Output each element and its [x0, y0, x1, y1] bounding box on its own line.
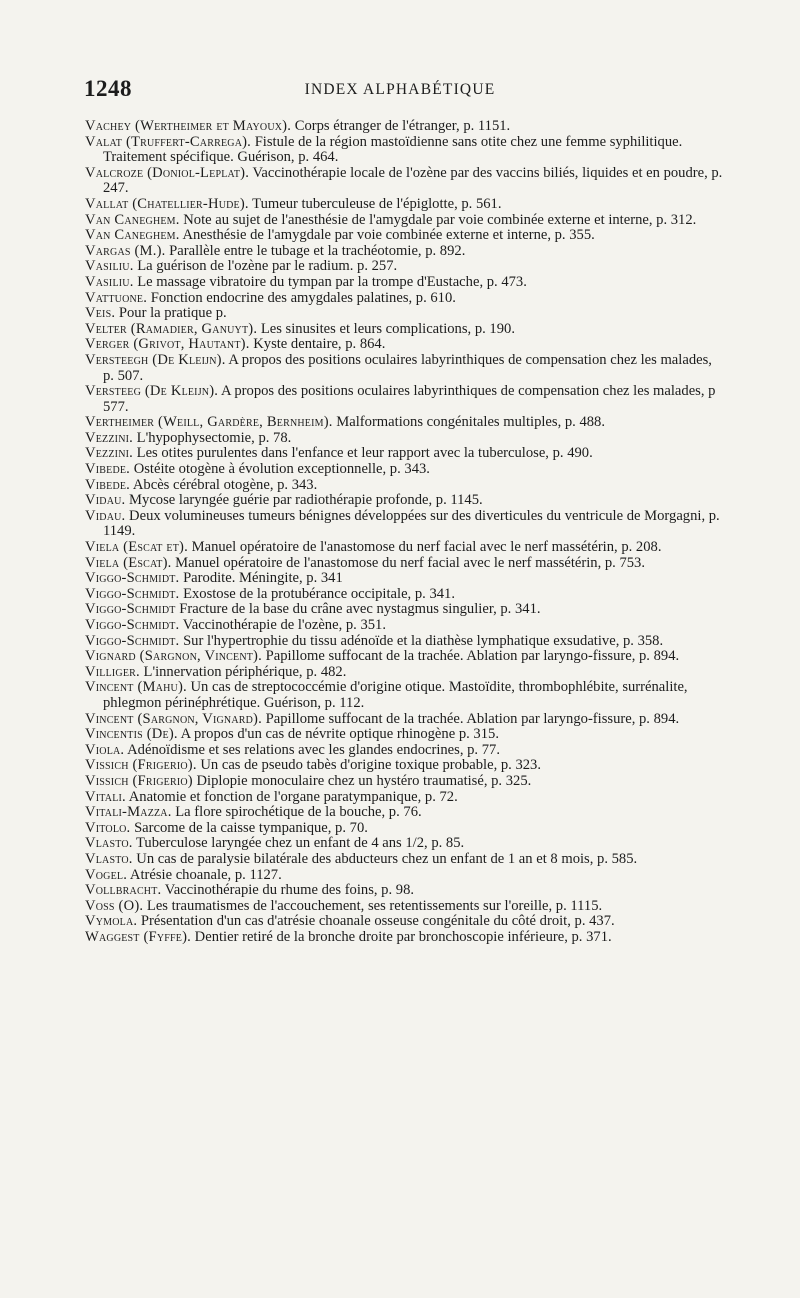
- entry-author: Valat (Truffert-Carrega).: [85, 133, 252, 150]
- entry-author: Vissich (Frigerio): [85, 772, 193, 789]
- index-entry: [85, 556, 725, 572]
- entry-text: Sur l'hypertrophie du tissu adénoïde et la diathèse lymphatique exsudative, p. 358.: [183, 632, 664, 649]
- entry-author: Van Caneghem.: [85, 211, 180, 228]
- index-entry: [85, 166, 725, 197]
- entry-author: Vitolo.: [85, 819, 131, 836]
- entry-text: Un cas de streptococcémie d'origine otique. Mastoïdite, thrombophlébite, surrénalite, phlegmon périnéphrétique. Guérison, p. 112.: [103, 679, 688, 711]
- entry-text: Kyste dentaire, p. 864.: [253, 336, 386, 353]
- index-entry: [85, 244, 725, 260]
- index-entry: [85, 462, 725, 478]
- index-entry: [85, 587, 725, 603]
- entry-author: Viggo-Schmidt.: [85, 570, 180, 587]
- entry-author: Vollbracht.: [85, 882, 162, 899]
- entry-text: Note au sujet de l'anesthésie de l'amygdale par voie combinée externe et interne, p. 312.: [183, 211, 697, 228]
- index-entry: [85, 275, 725, 291]
- index-entry: [85, 680, 725, 711]
- entry-text: Anesthésie de l'amygdale par voie combinée externe et interne, p. 355.: [182, 227, 595, 244]
- entry-text: Vaccinothérapie locale de l'ozène par des vaccins biliés, liquides et en poudre, p. 247.: [103, 164, 723, 197]
- entry-author: Vincent (Mahu).: [85, 679, 187, 696]
- entry-text: Papillome suffocant de la trachée. Ablation par laryngo-fissure, p. 894.: [265, 710, 680, 727]
- entry-author: Vignard (Sargnon, Vincent).: [85, 648, 262, 665]
- index-entry: [85, 649, 725, 665]
- entry-author: Viela (Escat).: [85, 554, 172, 571]
- entry-text: A propos des positions oculaires labyrinthiques de compensation chez les malades, p 577.: [103, 383, 716, 415]
- entry-text: Fracture de la base du crâne avec nystagmus singulier, p. 341.: [179, 601, 541, 618]
- entry-text: Ostéite otogène à évolution exceptionnelle, p. 343.: [133, 461, 430, 478]
- entry-text: A propos d'un cas de névrite optique rhinogène p. 315.: [180, 726, 499, 743]
- index-entry: [85, 805, 725, 821]
- index-entry: [85, 322, 725, 338]
- index-entry: [85, 602, 725, 618]
- entry-author: Viggo-Schmidt.: [85, 632, 180, 649]
- entry-author: Versteeg (De Kleijn).: [85, 383, 219, 400]
- entry-text: Parallèle entre le tubage et la trachéotomie, p. 892.: [169, 242, 466, 259]
- entry-author: Voss (O).: [85, 897, 144, 914]
- index-entry: [85, 337, 725, 353]
- entry-text: Fistule de la région mastoïdienne sans otite chez une femme syphilitique. Traitement spécifique. Guérison, p. 464.: [103, 133, 683, 166]
- page-number: 1248: [84, 76, 132, 101]
- index-entry: [85, 478, 725, 494]
- entry-author: Vallat (Chatellier-Hude).: [85, 195, 249, 212]
- index-entry: [85, 509, 725, 540]
- index-entry: [85, 790, 725, 806]
- entry-text: Les otites purulentes dans l'enfance et leur rapport avec la tuberculose, p. 490.: [136, 445, 593, 462]
- entry-text: L'hypophysectomie, p. 78.: [136, 429, 292, 446]
- running-head: INDEX ALPHABÉTIQUE: [304, 81, 496, 98]
- entry-text: Tumeur tuberculeuse de l'épiglotte, p. 561.: [252, 195, 502, 212]
- entry-text: Deux volumineuses tumeurs bénignes développées sur des diverticules du ventricule de Morgagni, p. 1149.: [103, 507, 720, 540]
- entry-author: Vertheimer (Weill, Gardère, Bernheim).: [85, 414, 333, 431]
- entry-text: Diplopie monoculaire chez un hystéro traumatisé, p. 325.: [196, 772, 532, 789]
- entry-text: Manuel opératoire de l'anastomose du nerf facial avec le nerf massétérin, p. 208.: [191, 539, 662, 556]
- entry-author: Veis.: [85, 305, 116, 322]
- entry-author: Valcroze (Doniol-Leplat).: [85, 164, 250, 181]
- entry-author: Vlasto.: [85, 850, 133, 867]
- entry-text: A propos des positions oculaires labyrinthiques de compensation chez les malades, p. 507.: [103, 351, 712, 384]
- entry-author: Waggest (Fyffe).: [85, 928, 192, 945]
- entry-text: Atrésie choanale, p. 1127.: [129, 866, 282, 883]
- entry-author: Vogel.: [85, 866, 128, 883]
- entry-author: Vitali-Mazza.: [85, 804, 172, 821]
- entry-author: Vibede.: [85, 461, 131, 478]
- entry-text: Papillome suffocant de la trachée. Ablation par laryngo-fissure, p. 894.: [265, 648, 680, 665]
- index-entry: [85, 213, 725, 229]
- entry-author: Van Caneghem.: [85, 227, 180, 244]
- entry-text: Exostose de la protubérance occipitale, p. 341.: [183, 585, 455, 602]
- index-entry: [85, 197, 725, 213]
- entry-author: Vitali.: [85, 788, 126, 805]
- entry-author: Vezzini.: [85, 445, 133, 462]
- entry-text: Les sinusites et leurs complications, p. 190.: [260, 320, 515, 337]
- entry-author: Vidau.: [85, 492, 126, 509]
- index-entry: [85, 852, 725, 868]
- index-entry: [85, 868, 725, 884]
- entry-author: Viggo-Schmidt.: [85, 617, 180, 633]
- index-entry: [85, 540, 725, 556]
- entry-text: Parodite. Méningite, p. 341: [183, 570, 343, 587]
- entry-text: Adénoïdisme et ses relations avec les glandes endocrines, p. 77.: [127, 741, 500, 758]
- entry-text: Pour la pratique p.: [118, 305, 227, 322]
- entry-text: Manuel opératoire de l'anastomose du nerf facial avec le nerf massétérin, p. 753.: [175, 554, 645, 571]
- index-entry: [85, 571, 725, 587]
- entry-text: La flore spirochétique de la bouche, p. 76.: [175, 804, 422, 821]
- entry-text: Les traumatismes de l'accouchement, ses retentissements sur l'oreille, p. 1115.: [146, 897, 603, 914]
- entry-text: Anatomie et fonction de l'organe paratympanique, p. 72.: [128, 788, 458, 805]
- entry-text: Présentation d'un cas d'atrésie choanale osseuse congénitale du côté droit, p. 437.: [140, 913, 615, 930]
- entry-author: Vincentis (De).: [85, 726, 178, 743]
- entry-author: Verger (Grivot, Hautant).: [85, 336, 250, 353]
- index-entry: [85, 618, 725, 634]
- entry-author: Vibede.: [85, 476, 131, 493]
- entry-text: Corps étranger de l'étranger, p. 1151.: [294, 118, 511, 134]
- index-entry: [85, 727, 725, 743]
- entry-author: Vasiliu.: [85, 273, 134, 290]
- entry-text: Sarcome de la caisse tympanique, p. 70.: [134, 819, 368, 836]
- index-entry: [85, 119, 725, 135]
- index-entry: [85, 930, 725, 946]
- entry-text: Malformations congénitales multiples, p. 488.: [336, 414, 606, 431]
- index-entry: [85, 774, 725, 790]
- entry-author: Vidau.: [85, 507, 126, 524]
- entry-author: Viola.: [85, 741, 125, 758]
- entry-author: Vymola.: [85, 913, 138, 930]
- entry-author: Vachey (Wertheimer et Mayoux).: [85, 118, 292, 134]
- entry-author: Versteegh (De Kleijn).: [85, 351, 226, 368]
- entry-text: La guérison de l'ozène par le radium. p. 257.: [137, 258, 398, 275]
- index-entry: [85, 836, 725, 852]
- index-entry: [85, 712, 725, 728]
- entry-author: Vargas (M.).: [85, 242, 166, 259]
- entry-text: Fonction endocrine des amygdales palatines, p. 610.: [150, 289, 456, 306]
- index-entry: [85, 431, 725, 447]
- index-entry: [85, 743, 725, 759]
- entry-text: Tuberculose laryngée chez un enfant de 4 ans 1/2, p. 85.: [136, 835, 465, 852]
- entry-text: Mycose laryngée guérie par radiothérapie profonde, p. 1145.: [129, 492, 483, 509]
- entry-author: Vattuone.: [85, 289, 148, 306]
- index-entry: [85, 306, 725, 322]
- index-entry: [85, 634, 725, 650]
- index-entry: [85, 135, 725, 166]
- entry-author: Villiger.: [85, 663, 140, 680]
- index-entry: [85, 899, 725, 915]
- entry-text: Vaccinothérapie de l'ozène, p. 351.: [182, 617, 387, 633]
- index-entry: [85, 228, 725, 244]
- entry-text: Abcès cérébral otogène, p. 343.: [132, 476, 318, 493]
- index-entry: [85, 758, 725, 774]
- index-entry: [85, 883, 725, 899]
- entry-author: Viela (Escat et).: [85, 539, 188, 556]
- index-entry: [85, 353, 725, 384]
- entry-author: Vlasto.: [85, 835, 133, 852]
- entry-author: Viggo-Schmidt: [85, 601, 176, 618]
- entry-author: Vasiliu.: [85, 258, 134, 275]
- index-entry-list: [85, 119, 725, 945]
- entry-text: Un cas de pseudo tabès d'origine toxique probable, p. 323.: [200, 757, 541, 774]
- entry-author: Viggo-Schmidt.: [85, 585, 180, 602]
- entry-author: Vezzini.: [85, 429, 133, 446]
- index-entry: [85, 259, 725, 275]
- index-entry: [85, 415, 725, 431]
- index-entry: [85, 446, 725, 462]
- entry-author: Vincent (Sargnon, Vignard).: [85, 710, 262, 727]
- index-entry: [85, 493, 725, 509]
- index-entry: [85, 914, 725, 930]
- index-entry: [85, 665, 725, 681]
- index-entry: [85, 291, 725, 307]
- entry-author: Vissich (Frigerio).: [85, 757, 197, 774]
- entry-text: L'innervation périphérique, p. 482.: [143, 663, 347, 680]
- entry-text: Le massage vibratoire du tympan par la trompe d'Eustache, p. 473.: [137, 273, 527, 290]
- entry-text: Dentier retiré de la bronche droite par bronchoscopie inférieure, p. 371.: [194, 928, 612, 945]
- entry-text: Un cas de paralysie bilatérale des abducteurs chez un enfant de 1 an et 8 mois, p. 585.: [136, 850, 638, 867]
- index-entry: [85, 821, 725, 837]
- entry-author: Velter (Ramadier, Ganuyt).: [85, 320, 258, 337]
- entry-text: Vaccinothérapie du rhume des foins, p. 98.: [164, 882, 415, 899]
- index-entry: [85, 384, 725, 415]
